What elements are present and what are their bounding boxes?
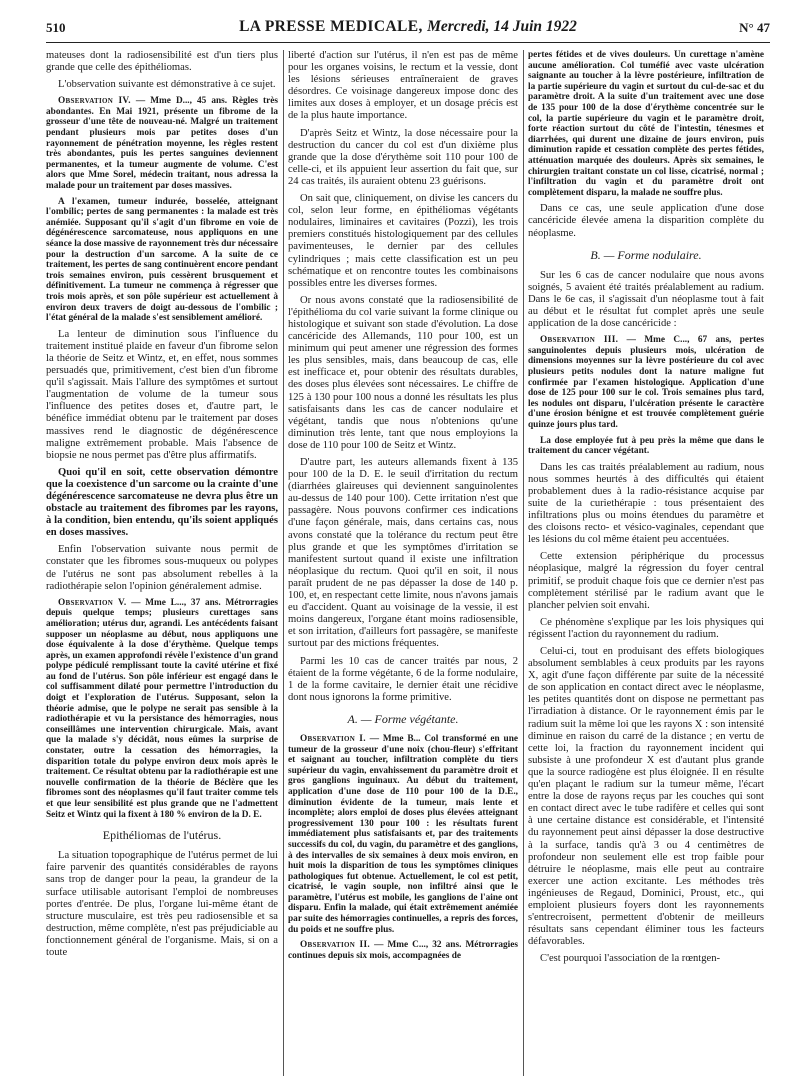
- paragraph: La situation topographique de l'utérus permet de lui faire parvenir des quantités considérables de rayons sans trop de danger pour la peau, la grandeur de la surface utilisable autorisant l'emploi de nombreuses portes d'entrée. De plus, l'organe lui-même étant de structure musculaire, est très peu radiosensible et sa destruction, même complète, n'est pas préjudiciable au fonctionnement général de l'organisme. Mais, si on a toute: [46, 850, 278, 959]
- column-3: [528, 50, 764, 1078]
- column-rule: [283, 50, 284, 1076]
- paragraph: Enfin l'observation suivante nous permit de constater que les fibromes sous-muqueux ou polypes de l'utérus ne sont pas absolument rebelles à la radiothérapie selon l'opinion généralement admise.: [46, 544, 278, 592]
- observation-label: Observation I.: [300, 733, 366, 744]
- paragraph: On sait que, cliniquement, on divise les cancers du col, selon leur forme, en épithéliomas végétants nodulaires, liminaires et cavitaires (Pozzi), les trois premiers constitués histologiquement par des cellules pavimenteuses, le dernier par des cellules cylindriques ; mais cette classification est un peu schématique et on rencontre toutes les combinaisons possibles entre les diverses formes.: [288, 193, 518, 289]
- paragraph: Or nous avons constaté que la radiosensibilité de l'épithélioma du col varie suivant la forme clinique ou histologique et suivant son stade d'évolution. La dose cancéricide des Allemands, 110 pour 100, est un minimum qui peut amener une régression des formes les plus sensibles, mais, dans beaucoup de cas, elle est inefficace et, pour obtenir des résultats durables, des doses plus élevées sont nécessaires. Le chiffre de 125 à 130 pour 100 nous a donné les résultats les plus satisfaisants dans les cas de cancer nodulaire et végétant, tandis que nous n'obtenions qu'une diminution très lente, tant que nous employions la dose de 110 pour 100 de Seitz et Wintz.: [288, 294, 518, 451]
- page-number: 510: [46, 20, 66, 35]
- paragraph: D'après Seitz et Wintz, la dose nécessaire pour la destruction du cancer du col est d'un dixième plus grande que la dose d'érythème soit 110 pour 100 de celle-ci, et ils appuient leur assertion du fait que, sur 24 cas traités, ils auraient obtenu 23 guérisons.: [288, 127, 518, 187]
- paragraph: D'autre part, les auteurs allemands fixent à 135 pour 100 de la D. E. le seuil d'irritation du rectum (diarrhées glaireuses qui deviennent sanguinolentes au-dessus de 140 pour 100). Cette irritation n'est que passagère. Nous pouvons confirmer ces indications d'une façon générale, mais, dans certains cas, nous avons constaté que la tolérance du rectum peut être plus grande et que les symptômes d'irritation se manifestent surtout quand il existe une infiltration néoplasique du rectum. Quoi qu'il en soit, il nous paraît prudent de ne pas dépasser la dose de 140 p. 100, et, en respectant cette limite, nous n'avons jamais eu d'accident. Quant au voisinage de la vessie, il est moins dangereux, l'organe étant moins radiosensible, et son irritation, d'ailleurs fort passagère, se manifeste surtout par des mictions fréquentes.: [288, 457, 518, 650]
- paragraph: Cette extension périphérique du processus néoplasique, malgré la régression du foyer central primitif, se produit chaque fois que ce dernier n'est pas complètement stérilisé par le radium avant que le plancher pelvien soit envahi.: [528, 551, 764, 611]
- column-2: [288, 50, 518, 1078]
- observation-text: — Mme C..., 67 ans, pertes sanguinolentes depuis plusieurs mois, ulcération de dimensions moyennes sur la lèvre postérieure du col avec plusieurs petits nodules dont la nature maligne fut confirmée par l'examen histologique. Application d'une dose de 125 pour 100 sur le col. Trois semaines plus tard, les nodules ont disparu, l'ulcération présente le caractère d'une érosion bénigne et est trouvée complètement guérie quinze jours plus tard.: [528, 335, 764, 430]
- paragraph: La lenteur de diminution sous l'influence du traitement institué plaide en faveur d'un fibrome selon la théorie de Seitz et Wintz, et, en effet, nous sommes persuadés que, primitivement, c'est bien d'un fibrome qu'il s'agissait. Mais l'allure des symptômes et surtout l'augmentation de volume de la tumeur sous l'influence des petites doses et, d'autre part, le bénéfice immédiat obtenu par le traitement par doses massives rend le diagnostic de dégénérescence maligne extrêmement probable. Mais l'absence de biopsie ne nous permet pas d'être plus affirmatifs.: [46, 328, 278, 461]
- observation-label: Observation V.: [58, 597, 127, 608]
- issue-number: N° 47: [739, 20, 770, 35]
- issue-date: Mercredi, 14 Juin 1922: [427, 18, 577, 35]
- observation-text: — Mme L..., 37 ans. Métrorragies depuis quelque temps; plusieurs curettages sans amélioration; utérus dur, agrandi. Les antécédents faisant supposer un néoplasme au début, nous appliquons une dose équivalente à la dose d'érythème. Quelque temps après, un examen approfondi révèle l'existence d'un grand polype pédiculé remplissant toute la cavité utérine et fixé au fond de l'utérus. Son pôle inférieur est engagé dans le col suffisamment dilaté pour permettre l'introduction du doigt et l'exploration de l'utérus. Supposant, selon la théorie admise, que le polype ne serait pas sensible à la radiothérapie et vu la persistance des hémorragies, nous conseillâmes une intervention chirurgicale. Mais, avant que la malade s'y décidât, nous eûmes la surprise de constater, outre la cessation des hémorragies, la disparition totale du polype environ deux mois après le traitement. Ce résultat obtenu par la radiothérapie est une nouvelle confirmation de la théorie de Béclère que les fibromes sont des néoplasmes qu'il faut traiter comme tels et que leur sensibilité est plus grande que ne l'admettent Seitz et Wintz qui la fixent à 180 % environ de la D. E.: [46, 597, 278, 820]
- observation-text: — Mme C..., 32 ans. Métrorragies continues depuis six mois, accompagnées de: [288, 940, 518, 961]
- paragraph: Quoi qu'il en soit, cette observation démontre que la coexistence d'un sarcome ou la crainte d'une dégénérescence sarcomateuse ne devra plus être un obstacle au traitement des fibromes par les rayons, à la condition, bien entendu, qu'ils soient appliqués en doses massives.: [46, 466, 278, 539]
- paragraph: liberté d'action sur l'utérus, il n'en est pas de même pour les organes voisins, le rectum et la vessie, dont les lésions sérieuses entraîneraient de graves désordres. Ce voisinage dangereux impose donc des limites aux doses à employer, et un dosage précis est de la plus haute importance.: [288, 50, 518, 122]
- paragraph: Sur les 6 cas de cancer nodulaire que nous avons soignés, 5 avaient été traités préalablement au radium. Dans le 6e cas, il s'agissait d'un néoplasme tout à fait au début et le résultat fut complet après une seule application de la dose cancéricide :: [528, 269, 764, 330]
- paragraph: Celui-ci, tout en produisant des effets biologiques absolument semblables à ceux produits par les rayons X, agit d'une façon différente par suite de la nécessité de son application en contact direct avec le néoplasme, les petites quantités dont on dispose ne permettant pas l'irradiation à distance. Or le rayonnement émis par le radium suit la même loi que les rayons X : son intensité diminue en raison du carré de la distance ; en vertu de cette loi, la fraction du rayonnement incident qui subsiste à une profondeur X est d'autant plus grande que la source radiogène est plus éloignée. Il en résulte qu'en plaçant le radium sur la tumeur même, l'écart entre la dose de rayons reçus par les couches qui sont en contact direct avec le tube radifère et celles qui sont à une certaine distance est considérable, et l'intensité du rayonnement peut ainsi dépasser la dose destructive à la surface, tandis qu'à 3 ou 4 centimètres de profondeur non seulement elle est trop faible pour détruire le néoplasme, mais elle peut au contraire exercer une action excitante. Les méthodes très ingénieuses de Regaud, Dominici, Proust, etc., qui emploient plusieurs foyers dont les rayonnements s'entrecroisent, permettent d'obtenir de meilleurs résultats sans cependant éliminer tous les facteurs défavorables.: [528, 646, 764, 948]
- observation-2-continued: pertes fétides et de vives douleurs. Un curettage n'amène aucune amélioration. Col tuméfié avec vaste ulcération saignante au toucher à la lèvre postérieure, infiltration de la partie supérieure du vagin et surtout du cul-de-sac et du paramètre droit. A la suite d'un traitement avec une dose de 135 pour 100 de la dose d'érythème concentrée sur le col, la partie supérieure du vagin et le paramètre droit, forte réaction surtout du côté de l'intestin, ténesmes et diarrhées, qui durent une dizaine de jours environ, puis diminution rapide et cessation complète des pertes fétides, atténuation marquée des douleurs. Après six semaines, le chirurgien traitant constate un col lisse, cicatrisé, normal ; l'infiltration du vagin et du paramètre droit ont complètement disparu, la malade ne souffre plus.: [528, 50, 764, 198]
- observation-5: [46, 598, 278, 820]
- observation-label: Observation IV.: [58, 96, 131, 107]
- paragraph: Dans les cas traités préalablement au radium, nous nous sommes heurtés à des difficultés qui étaient probablement dues à la radio-résistance acquise par suite de la curiethérapie : tous présentaient des infiltrations plus ou moins étendues du paramètre et des cloisons recto- et vésico-vaginales, cependant que les lésions du col même étaient peu accentuées.: [528, 461, 764, 546]
- observation-4: [46, 96, 278, 191]
- section-heading: Epithéliomas de l'utérus.: [102, 828, 222, 843]
- section-heading: A. — Forme végétante.: [347, 711, 459, 726]
- observation-label: Observation III.: [540, 335, 619, 346]
- paragraph: mateuses dont la radiosensibilité est d'un tiers plus grande que celle des épithéliomas.: [46, 50, 278, 74]
- paragraph: C'est pourquoi l'association de la rœntgen-: [540, 953, 721, 965]
- paragraph: L'observation suivante est démonstrative à ce sujet.: [58, 79, 276, 91]
- observation-text: — Mme D..., 45 ans. Règles très abondantes. En Mai 1921, présente un fibrome de la grosseur d'une tête de nouveau-né. Malgré un traitement pendant plusieurs mois par petites doses d'un rayonnement de pénétration moyenne, les règles restent très abondantes, puis les pertes sanguines deviennent permanentes, et la tumeur augmente de volume. C'est alors que Mme Sorel, médecin traitant, nous adressa la malade pour un traitement par doses massives.: [46, 96, 278, 192]
- journal-title-line: [46, 18, 770, 36]
- paragraph: Parmi les 10 cas de cancer traités par nous, 2 étaient de la forme végétante, 6 de la forme nodulaire, 1 de la forme cavitaire, le dernier était une récidive dont nous ignorons la forme primitive.: [288, 655, 518, 703]
- column-rule: [523, 50, 524, 1076]
- observation-text: — Mme B... Col transformé en une tumeur de la grosseur d'une noix (chou-fleur) s'effritant et saignant au toucher, infiltration complète du tiers supérieur du vagin, envahissement du paramètre droit et gros ganglions inguinaux. Au début du traitement, application d'une dose de 110 pour 100 de la D.E., diminution évidente de la tumeur, mais lente et incomplète; alors emploi de doses plus élevées atteignant progressivement 130 pour 100 : les résultats furent immédiatement plus satisfaisants et, par des traitements successifs du col, du vagin, du paramètre et des ganglions, à des intervalles de six semaines à deux mois environ, en huit mois la disparition de tous les symptômes cliniques pathologiques fut obtenue. Actuellement, le col est petit, cicatrisé, le vagin souple, non infiltré ainsi que le paramètre, l'utérus est mobile, les ganglions de l'aine ont disparu. Enfin la malade, qui était extrêmement anémiée par suite des hémorragies continuelles, a repris des forces, du poids et ne souffre plus.: [288, 733, 518, 935]
- observation-paragraph: La dose employée fut à peu près la même que dans le traitement du cancer végétant.: [528, 435, 764, 457]
- section-heading: B. — Forme nodulaire.: [590, 247, 702, 262]
- observation-1: [288, 734, 518, 935]
- observation-paragraph: A l'examen, tumeur indurée, bosselée, atteignant l'ombilic; pertes de sang permanentes : la malade est très anémiée. Supposant qu'il s'agit d'un fibrome en voie de dégénérescence sarcomateuse, nous appliquons en une séance la dose massive de rayonnement très dur nécessaire pour la destruction d'un sarcome. A la suite de ce traitement, les pertes de sang continuèrent encore pendant trois semaines environ, puis cessèrent brusquement et définitivement. La tumeur ne commença à régresser que trois mois après, et son pôle supérieur est actuellement à environ deux travers de doigt au-dessous de l'ombilic ; l'état général de la malade s'est sensiblement amélioré.: [46, 196, 278, 324]
- paragraph: Ce phénomène s'explique par les lois physiques qui régissent l'action du rayonnement du radium.: [528, 616, 764, 640]
- paragraph: Dans ce cas, une seule application d'une dose cancéricide élevée amena la disparition complète du néoplasme.: [528, 203, 764, 239]
- journal-name: LA PRESSE MEDICALE,: [239, 18, 423, 35]
- column-1: [46, 50, 278, 1078]
- observation-2: [288, 940, 518, 961]
- page-header: [46, 18, 770, 43]
- observation-3: [528, 335, 764, 430]
- observation-label: Observation II.: [300, 940, 370, 951]
